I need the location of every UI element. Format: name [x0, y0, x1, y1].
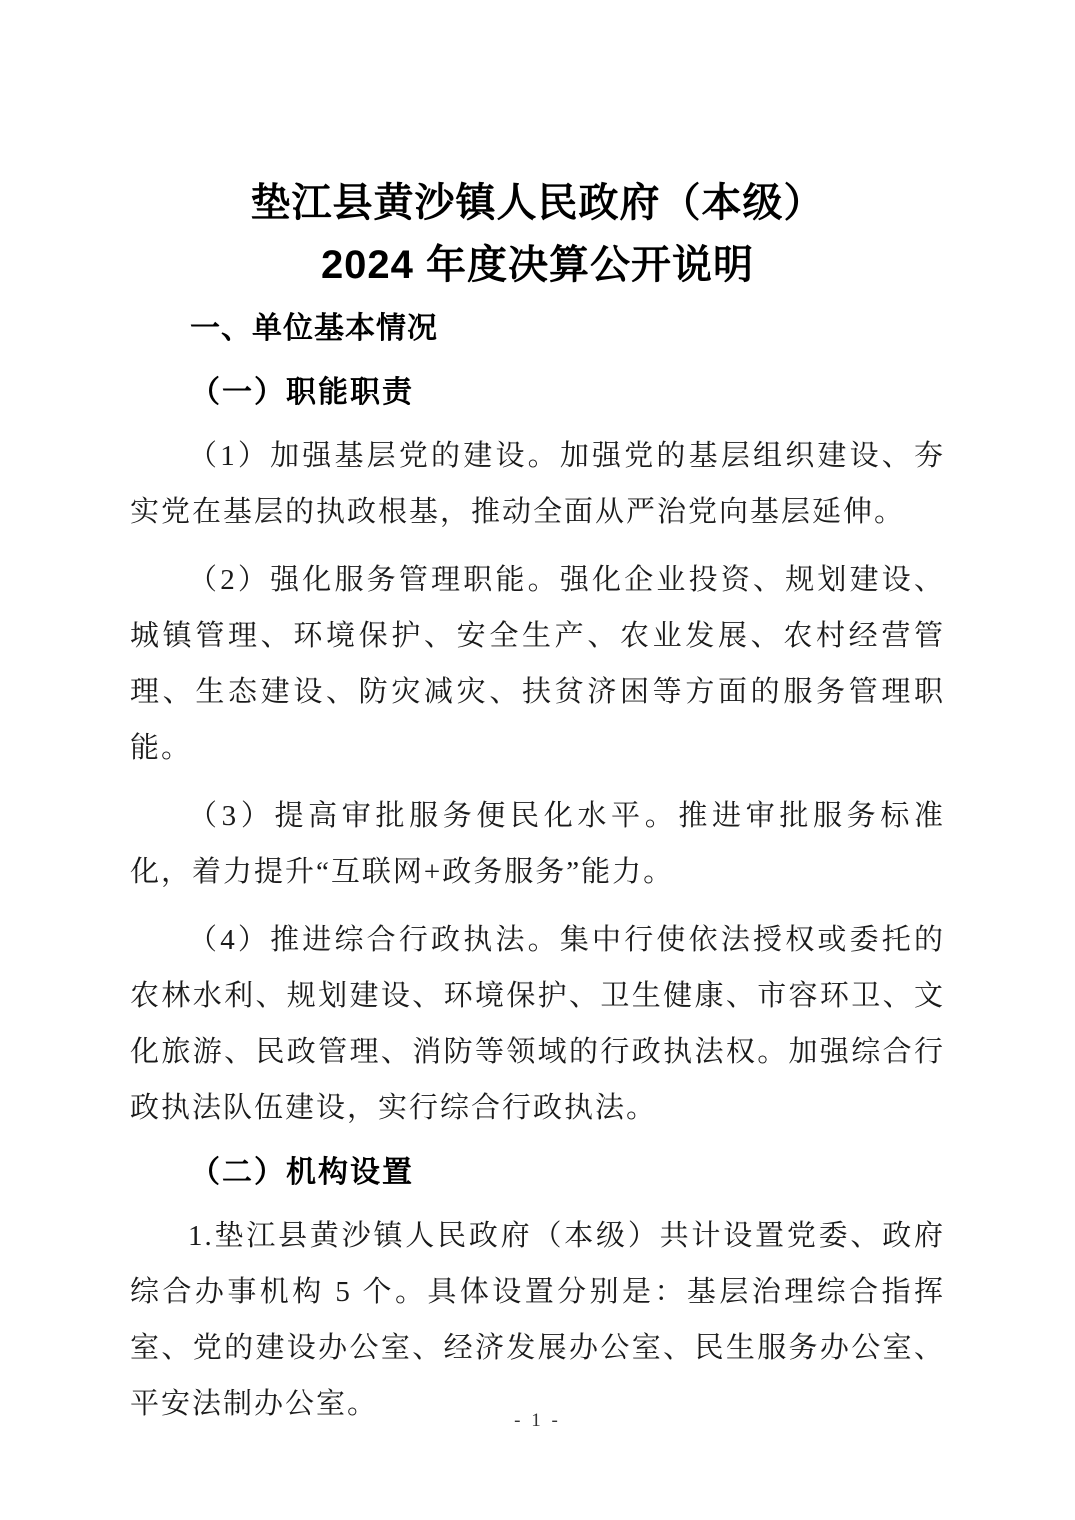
page-number: - 1 - — [514, 1410, 561, 1431]
paragraph-duty-2: （2）强化服务管理职能。强化企业投资、规划建设、城镇管理、环境保护、安全生产、农业发展、农村经营管理、生态建设、防灾减灾、扶贫济困等方面的服务管理职能。 — [130, 564, 945, 764]
paragraph-duty-4: （4）推进综合行政执法。集中行使依法授权或委托的农林水利、规划建设、环境保护、卫生健康、市容环卫、文化旅游、民政管理、消防等领域的行政执法权。加强综合行政执法队伍建设，实行综合行政执法。 — [130, 924, 945, 1124]
paragraph-organization-1: 1.垫江县黄沙镇人民政府（本级）共计设置党委、政府综合办事机构 5 个。具体设置分别是：基层治理综合指挥室、党的建设办公室、经济发展办公室、民生服务办公室、平安法制办公室。 — [130, 1220, 945, 1420]
document-title-line-2: 2024 年度决算公开说明 — [320, 243, 755, 287]
sub-heading-organization: （二）机构设置 — [190, 1156, 414, 1189]
sub-heading-duties: （一）职能职责 — [190, 376, 414, 409]
section-heading-basic-info: 一、单位基本情况 — [190, 312, 438, 345]
document-title — [130, 172, 945, 296]
paragraph-duty-1: （1）加强基层党的建设。加强党的基层组织建设、夯实党在基层的执政根基，推动全面从严治党向基层延伸。 — [130, 440, 945, 528]
document-title-line-1: 垫江县黄沙镇人民政府（本级） — [250, 181, 825, 225]
paragraph-duty-3: （3）提高审批服务便民化水平。推进审批服务标准化，着力提升“互联网+政务服务”能力。 — [130, 800, 945, 888]
